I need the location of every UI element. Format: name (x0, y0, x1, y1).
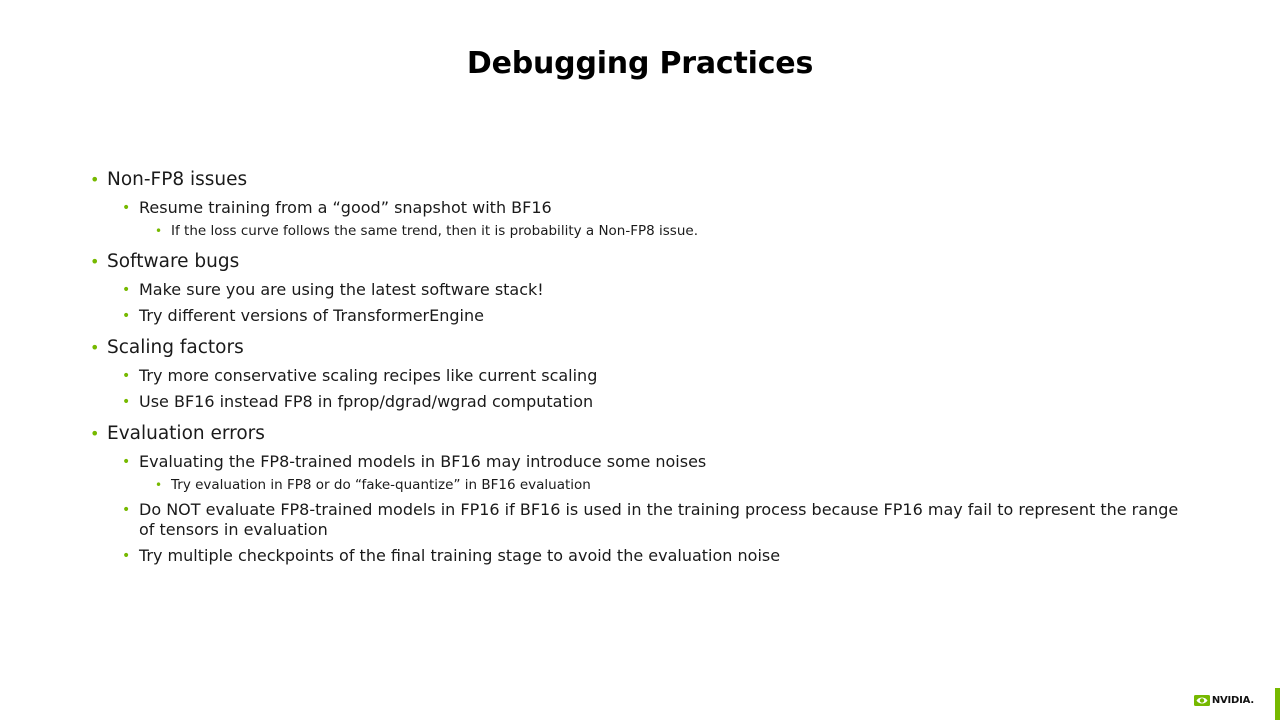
bullet-dot-icon: • (122, 200, 131, 216)
bullet-item (90, 336, 1190, 360)
bullet-dot-icon: • (90, 338, 100, 357)
bullet-item (90, 250, 1190, 274)
bullet-dot-icon: • (122, 282, 131, 298)
sub-bullet-item (122, 306, 1190, 326)
bullet-text: Non-FP8 issues (107, 169, 248, 190)
sub-bullet-text: Try multiple checkpoints of the final training stage to avoid the evaluation noise (139, 546, 781, 565)
bullet-item (90, 422, 1190, 446)
bullet-list (90, 168, 1190, 566)
sub-bullet-item (122, 198, 1190, 218)
bullet-text: Software bugs (107, 251, 240, 272)
sub-bullet-item (122, 546, 1190, 566)
sub-bullet-text: Use BF16 instead FP8 in fprop/dgrad/wgrad computation (139, 392, 594, 411)
bullet-dot-icon: • (90, 424, 100, 443)
sub-bullet-item (122, 392, 1190, 412)
sub-bullet-text: Do NOT evaluate FP8-trained models in FP16 if BF16 is used in the training process because FP16 may fail to represent the range of tensors in evaluation (139, 500, 1179, 539)
bullet-text: Scaling factors (107, 337, 244, 358)
bullet-dot-icon: • (122, 454, 131, 470)
bullet-dot-icon: • (90, 252, 100, 271)
sub-sub-bullet-text: Try evaluation in FP8 or do “fake-quantize” in BF16 evaluation (171, 477, 591, 493)
bullet-dot-icon: • (155, 224, 163, 238)
bullet-dot-icon: • (122, 308, 131, 324)
bullet-dot-icon: • (122, 368, 131, 384)
logo-wordmark: NVIDIA. (1211, 695, 1254, 706)
sub-bullet-item (122, 280, 1190, 300)
bullet-item (90, 168, 1190, 192)
accent-bar (1275, 688, 1280, 720)
bullet-dot-icon: • (122, 394, 131, 410)
sub-bullet-text: Resume training from a “good” snapshot with BF16 (139, 198, 552, 217)
nvidia-eye-icon (1194, 695, 1210, 706)
sub-bullet-text: Evaluating the FP8-trained models in BF16 may introduce some noises (139, 452, 707, 471)
slide-title: Debugging Practices (466, 46, 814, 81)
sub-bullet-item (122, 366, 1190, 386)
sub-bullet-text: Make sure you are using the latest software stack! (139, 280, 544, 299)
sub-bullet-text: Try different versions of TransformerEngine (139, 306, 484, 325)
sub-sub-bullet-item (155, 476, 1190, 494)
sub-bullet-text: Try more conservative scaling recipes like current scaling (139, 366, 598, 385)
sub-sub-bullet-text: If the loss curve follows the same trend, then it is probability a Non-FP8 issue. (171, 223, 698, 239)
bullet-dot-icon: • (155, 478, 163, 492)
nvidia-logo (1194, 695, 1254, 706)
sub-bullet-item (122, 500, 1190, 540)
bullet-dot-icon: • (122, 548, 131, 564)
sub-sub-bullet-item (155, 222, 1190, 240)
bullet-dot-icon: • (122, 502, 131, 518)
sub-bullet-item (122, 452, 1190, 472)
bullet-text: Evaluation errors (107, 423, 265, 444)
bullet-dot-icon: • (90, 170, 100, 189)
